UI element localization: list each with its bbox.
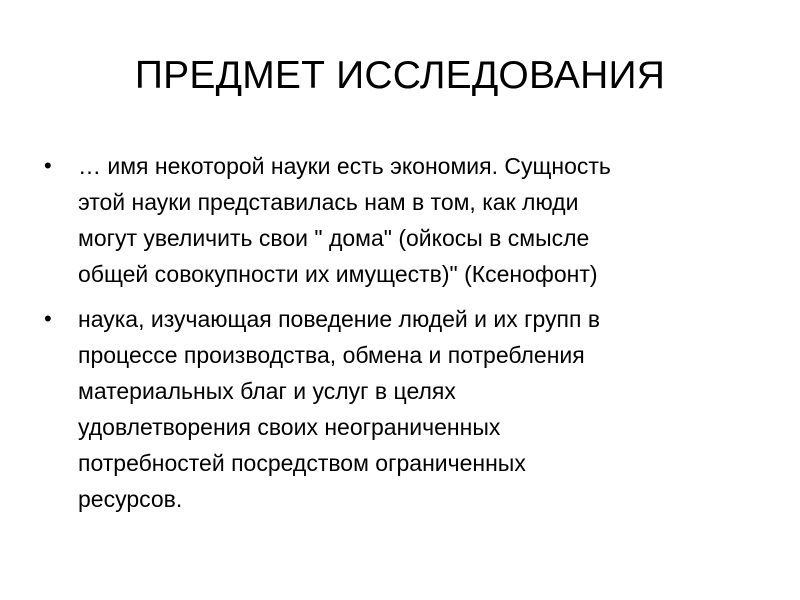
bullet-item bbox=[44, 148, 744, 292]
slide-title: ПРЕДМЕТ ИССЛЕДОВАНИЯ bbox=[134, 54, 666, 97]
bullet-text: … имя некоторой науки есть экономия. Сущность этой науки представилась нам в том, как люди могут увеличить свои " дома" (ойкосы в смысле общей совокупности их имуществ)" (Ксенофонт) bbox=[78, 153, 611, 287]
bullet-list bbox=[44, 148, 744, 526]
bullet-icon: • bbox=[44, 306, 52, 331]
bullet-text: наука, изучающая поведение людей и их групп в процессе производства, обмена и потребления материальных благ и услуг в целях удовлетворения своих неограниченных потребностей посредством ограниченных ресурсов. bbox=[78, 306, 601, 512]
bullet-item bbox=[44, 301, 744, 517]
bullet-icon: • bbox=[44, 153, 52, 178]
